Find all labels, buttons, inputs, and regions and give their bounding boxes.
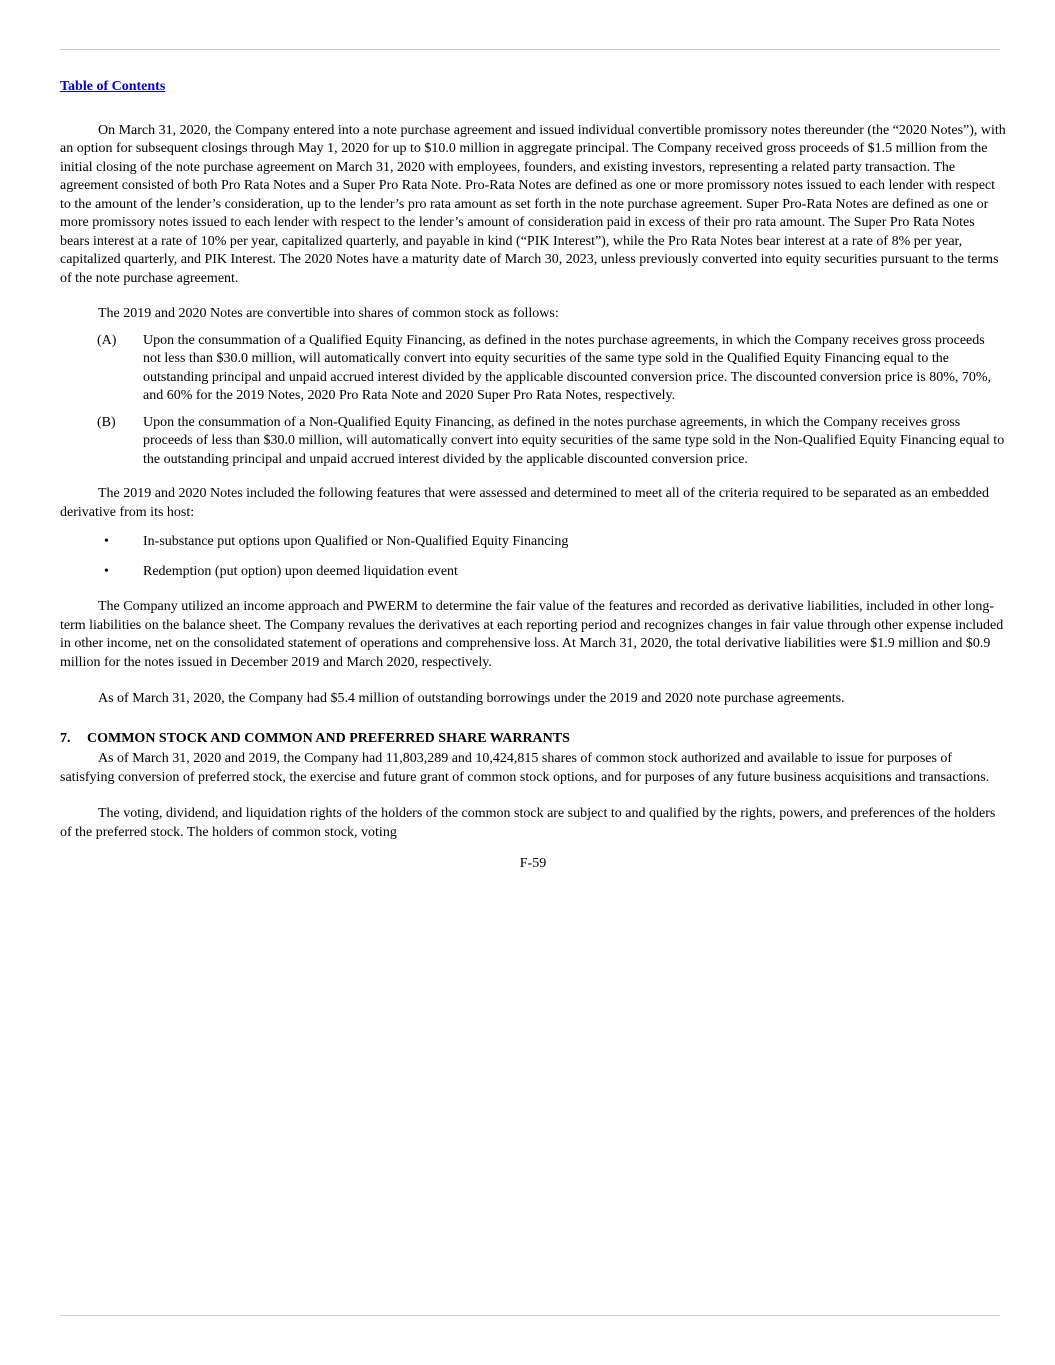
top-divider	[60, 49, 1000, 50]
list-marker-a: (A)	[97, 332, 117, 348]
paragraph-convertible-intro: The 2019 and 2020 Notes are convertible into shares of common stock as follows:	[98, 306, 559, 321]
paragraph-pwerm: The Company utilized an income approach and PWERM to determine the fair value of the features and recorded as derivative liabilities, included in other long-term liabilities on the balance sheet. The Company revalues the derivatives at each reporting period and recognizes changes in fair value through other expense included in other income, net on the consolidated statement of operations and comprehensive loss. At March 31, 2020, the total derivative liabilities were $1.9 million and $0.9 million for the notes issued in December 2019 and March 2020, respectively.	[60, 599, 1004, 670]
bullet-marker: •	[104, 534, 109, 549]
feature-bullet-item	[60, 563, 1006, 582]
paragraph-borrowings: As of March 31, 2020, the Company had $5.4 million of outstanding borrowings under the 2019 and 2020 note purchase agreements.	[98, 691, 845, 706]
list-marker-b: (B)	[97, 414, 116, 430]
paragraph-features-intro: The 2019 and 2020 Notes included the following features that were assessed and determined to meet all of the criteria required to be separated as an embedded derivative from its host:	[60, 486, 990, 520]
section-number: 7.	[60, 730, 71, 746]
paragraph-authorized-shares: As of March 31, 2020 and 2019, the Company had 11,803,289 and 10,424,815 shares of common stock authorized and available to issue for purposes of satisfying conversion of preferred stock, the exercise and future grant of common stock options, and for purposes of any future business acquisitions and transactions.	[60, 751, 990, 785]
bullet-text: In-substance put options upon Qualified or Non-Qualified Equity Financing	[143, 534, 569, 549]
table-of-contents-link[interactable]: Table of Contents	[60, 79, 166, 94]
bullet-marker: •	[104, 563, 109, 579]
section-title: COMMON STOCK AND COMMON AND PREFERRED SHARE WARRANTS	[87, 730, 570, 746]
list-text-a: Upon the consummation of a Qualified Equity Financing, as defined in the notes purchase agreements, in which the Company receives gross proceeds not less than $30.0 million, will automatically convert into equity securities of the same type sold in the Qualified Equity Financing equal to the outstanding principal and unpaid accrued interest divided by the applicable discounted conversion price. The discounted conversion price is 80%, 70%, and 60% for the 2019 Notes, 2020 Pro Rata Note and 2020 Super Pro Rata Notes, respectively.	[143, 332, 992, 403]
feature-bullet-item	[60, 533, 1006, 552]
paragraph-2020-notes: On March 31, 2020, the Company entered into a note purchase agreement and issued individual convertible promissory notes thereunder (the “2020 Notes”), with an option for subsequent closings through May 1, 2020 for up to $10.0 million in aggregate principal. The Company received gross proceeds of $1.5 million from the initial closing of the note purchase agreement on March 31, 2020 with employees, founders, and existing investors, representing a related party transaction. The agreement consisted of both Pro Rata Notes and a Super Pro Rata Note. Pro-Rata Notes are defined as one or more promissory notes issued to each lender with respect to the amount of the lender’s consideration, up to the lender’s pro rata amount as set forth in the note purchase agreement. Super Pro-Rata Notes are defined as one or more promissory notes issued to each lender with respect to the lender’s amount of consideration paid in excess of their pro rata amount. The Super Pro Rata Notes bears interest at a rate of 10% per year, capitalized quarterly, and payable in kind (“PIK Interest”), while the Pro Rata Notes bear interest at a rate of 8% per year, capitalized quarterly, and PIK Interest. The 2020 Notes have a maturity date of March 30, 2023, unless previously converted into equity securities pursuant to the terms of the note purchase agreement.	[60, 122, 1006, 286]
conversion-list-item-b	[60, 414, 1006, 470]
bottom-divider	[60, 1315, 1000, 1316]
paragraph-voting-rights: The voting, dividend, and liquidation rights of the holders of the common stock are subject to and qualified by the rights, powers, and preferences of the holders of the preferred stock. The holders of common stock, voting	[60, 806, 996, 840]
section-heading	[60, 730, 1006, 749]
page-number: F-59	[519, 856, 547, 871]
conversion-list-item-a	[60, 332, 1006, 406]
bullet-text: Redemption (put option) upon deemed liquidation event	[143, 563, 458, 579]
list-text-b: Upon the consummation of a Non-Qualified Equity Financing, as defined in the notes purchase agreements, in which the Company receives gross proceeds of less than $30.0 million, will automatically convert into equity securities of the same type sold in the Non-Qualified Equity Financing equal to the outstanding principal and unpaid accrued interest divided by the applicable discounted conversion price.	[143, 414, 1005, 467]
document-body	[60, 78, 1006, 874]
